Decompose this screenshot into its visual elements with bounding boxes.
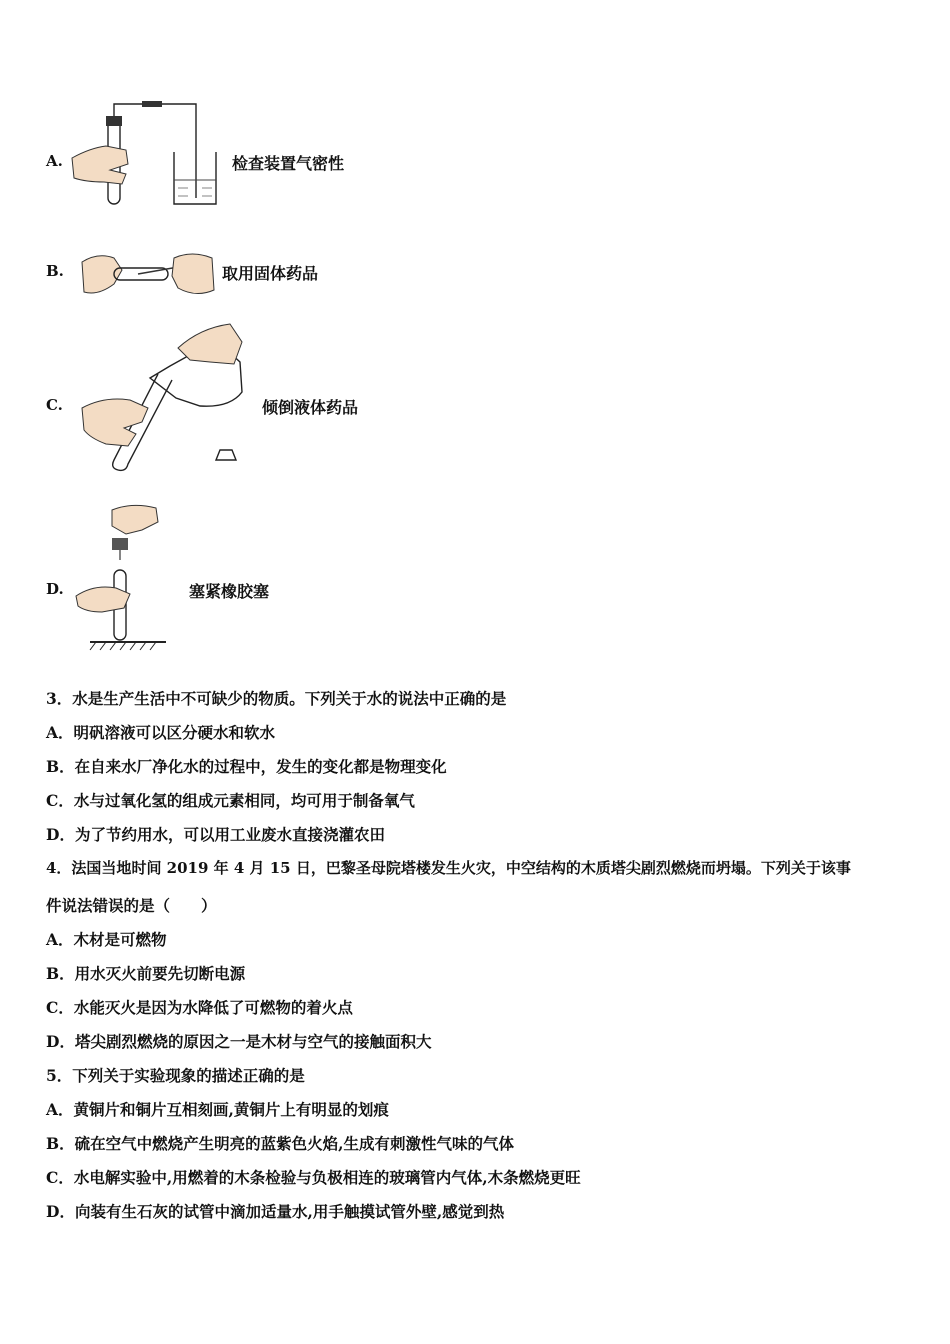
question-5-stem: 5．下列关于实验现象的描述正确的是 — [46, 1066, 305, 1085]
question-3-option-a: A．明矾溶液可以区分硬水和软水 — [46, 723, 276, 742]
question-4-option-c: C．水能灭火是因为水降低了可燃物的着火点 — [46, 998, 353, 1017]
question-3-option-b: B．在自来水厂净化水的过程中，发生的变化都是物理变化 — [46, 757, 447, 776]
option-d-caption: 塞紧橡胶塞 — [189, 582, 270, 601]
question-4-option-d: D．塔尖剧烈燃烧的原因之一是木材与空气的接触面积大 — [46, 1032, 432, 1051]
question-5-option-d: D．向装有生石灰的试管中滴加适量水,用手触摸试管外壁,感觉到热 — [46, 1202, 505, 1221]
question-4-stem-line-2: 件说法错误的是（ ） — [46, 896, 217, 915]
option-a-caption: 检查装置气密性 — [232, 154, 345, 173]
option-b-letter: B. — [46, 262, 64, 280]
option-d-letter: D. — [46, 580, 64, 598]
question-3-option-d: D．为了节约用水，可以用工业废水直接浇灌农田 — [46, 825, 385, 844]
question-5-option-a: A．黄铜片和铜片互相刻画,黄铜片上有明显的划痕 — [46, 1100, 389, 1119]
question-3-stem: 3．水是生产生活中不可缺少的物质。下列关于水的说法中正确的是 — [46, 689, 507, 708]
question-4-stem-line-1: 4．法国当地时间 2019 年 4 月 15 日，巴黎圣母院塔楼发生火灾，中空结构的木质塔尖剧烈燃烧而坍塌。下列关于该事 — [46, 859, 851, 877]
option-a-letter: A. — [46, 152, 63, 170]
question-5-option-b: B．硫在空气中燃烧产生明亮的蓝紫色火焰,生成有刺激性气味的气体 — [46, 1134, 514, 1153]
solid-reagent-figure — [78, 248, 218, 304]
option-c-letter: C. — [46, 396, 63, 414]
liquid-pouring-figure — [80, 322, 250, 472]
question-4-option-b: B．用水灭火前要先切断电源 — [46, 964, 246, 983]
option-b-caption: 取用固体药品 — [222, 264, 319, 283]
option-c-caption: 倾倒液体药品 — [262, 398, 359, 417]
question-3-option-c: C．水与过氧化氢的组成元素相同，均可用于制备氧气 — [46, 791, 415, 810]
stopper-figure — [72, 500, 172, 650]
question-4-option-a: A．木材是可燃物 — [46, 930, 167, 949]
question-5-option-c: C．水电解实验中,用燃着的木条检验与负极相连的玻璃管内气体,木条燃烧更旺 — [46, 1168, 581, 1187]
airtightness-check-figure — [70, 98, 230, 208]
